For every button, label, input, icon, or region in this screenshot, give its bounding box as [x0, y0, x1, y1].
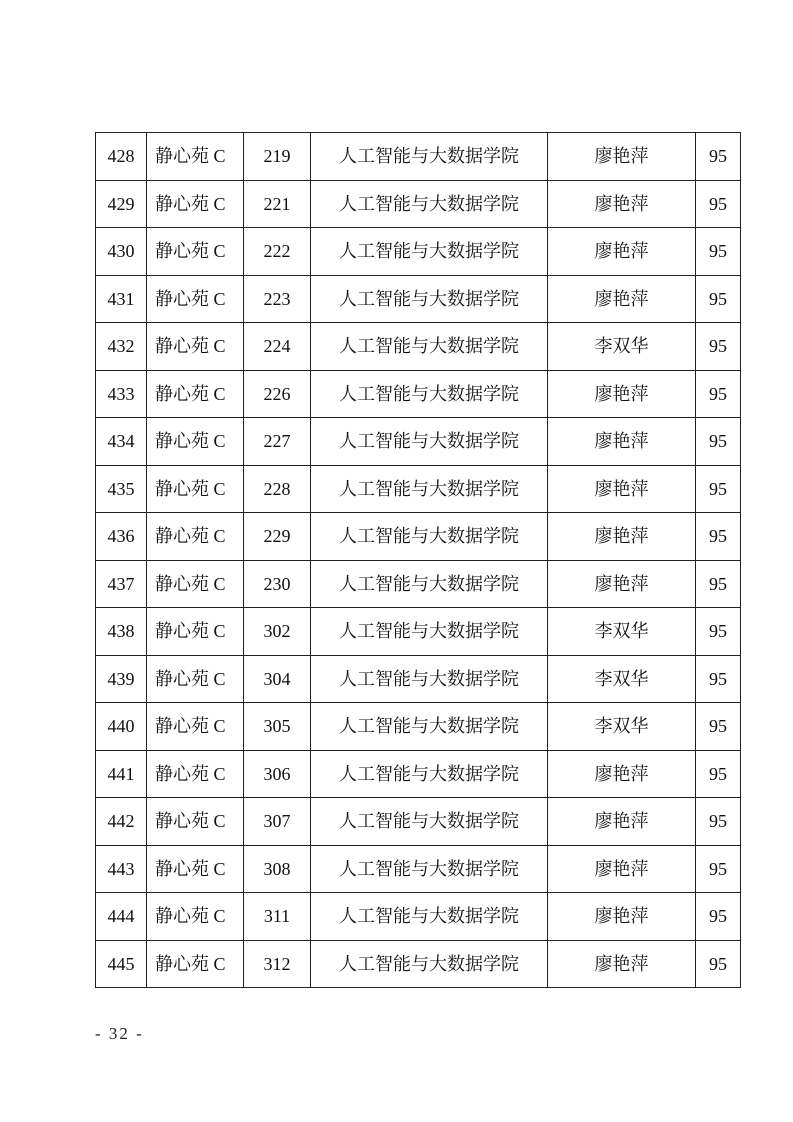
- table-row: [96, 560, 741, 608]
- table-row: [96, 940, 741, 988]
- name-cell: 廖艳萍: [548, 750, 696, 798]
- building-cell: 静心苑 C: [147, 608, 244, 656]
- row-number-cell: 430: [96, 228, 147, 276]
- room-cell: 219: [244, 133, 311, 181]
- score-cell: 95: [696, 323, 741, 371]
- building-cell: 静心苑 C: [147, 180, 244, 228]
- name-cell: 廖艳萍: [548, 228, 696, 276]
- building-cell: 静心苑 C: [147, 370, 244, 418]
- building-cell: 静心苑 C: [147, 845, 244, 893]
- building-cell: 静心苑 C: [147, 513, 244, 561]
- room-cell: 222: [244, 228, 311, 276]
- room-cell: 306: [244, 750, 311, 798]
- college-cell: 人工智能与大数据学院: [311, 703, 548, 751]
- name-cell: 廖艳萍: [548, 370, 696, 418]
- row-number-cell: 433: [96, 370, 147, 418]
- table-row: [96, 180, 741, 228]
- row-number-cell: 436: [96, 513, 147, 561]
- dormitory-score-table: [95, 132, 741, 988]
- table-row: [96, 418, 741, 466]
- row-number-cell: 435: [96, 465, 147, 513]
- table-row: [96, 228, 741, 276]
- score-cell: 95: [696, 180, 741, 228]
- room-cell: 312: [244, 940, 311, 988]
- room-cell: 304: [244, 655, 311, 703]
- college-cell: 人工智能与大数据学院: [311, 228, 548, 276]
- room-cell: 307: [244, 798, 311, 846]
- room-cell: 302: [244, 608, 311, 656]
- score-cell: 95: [696, 133, 741, 181]
- college-cell: 人工智能与大数据学院: [311, 323, 548, 371]
- table-row: [96, 655, 741, 703]
- score-cell: 95: [696, 940, 741, 988]
- score-cell: 95: [696, 465, 741, 513]
- room-cell: 221: [244, 180, 311, 228]
- row-number-cell: 442: [96, 798, 147, 846]
- room-cell: 308: [244, 845, 311, 893]
- college-cell: 人工智能与大数据学院: [311, 750, 548, 798]
- building-cell: 静心苑 C: [147, 703, 244, 751]
- score-cell: 95: [696, 893, 741, 941]
- table-row: [96, 750, 741, 798]
- score-cell: 95: [696, 370, 741, 418]
- college-cell: 人工智能与大数据学院: [311, 655, 548, 703]
- building-cell: 静心苑 C: [147, 560, 244, 608]
- score-cell: 95: [696, 798, 741, 846]
- name-cell: 李双华: [548, 703, 696, 751]
- building-cell: 静心苑 C: [147, 940, 244, 988]
- name-cell: 廖艳萍: [548, 465, 696, 513]
- name-cell: 廖艳萍: [548, 845, 696, 893]
- college-cell: 人工智能与大数据学院: [311, 133, 548, 181]
- college-cell: 人工智能与大数据学院: [311, 275, 548, 323]
- row-number-cell: 438: [96, 608, 147, 656]
- name-cell: 李双华: [548, 608, 696, 656]
- room-cell: 227: [244, 418, 311, 466]
- table-row: [96, 893, 741, 941]
- table-row: [96, 845, 741, 893]
- name-cell: 李双华: [548, 655, 696, 703]
- building-cell: 静心苑 C: [147, 418, 244, 466]
- building-cell: 静心苑 C: [147, 275, 244, 323]
- row-number-cell: 431: [96, 275, 147, 323]
- name-cell: 李双华: [548, 323, 696, 371]
- row-number-cell: 445: [96, 940, 147, 988]
- room-cell: 230: [244, 560, 311, 608]
- room-cell: 224: [244, 323, 311, 371]
- college-cell: 人工智能与大数据学院: [311, 845, 548, 893]
- room-cell: 223: [244, 275, 311, 323]
- building-cell: 静心苑 C: [147, 893, 244, 941]
- table-row: [96, 608, 741, 656]
- name-cell: 廖艳萍: [548, 798, 696, 846]
- table-row: [96, 513, 741, 561]
- row-number-cell: 441: [96, 750, 147, 798]
- building-cell: 静心苑 C: [147, 228, 244, 276]
- row-number-cell: 443: [96, 845, 147, 893]
- row-number-cell: 432: [96, 323, 147, 371]
- score-cell: 95: [696, 418, 741, 466]
- table-row: [96, 370, 741, 418]
- name-cell: 廖艳萍: [548, 513, 696, 561]
- building-cell: 静心苑 C: [147, 655, 244, 703]
- score-cell: 95: [696, 845, 741, 893]
- college-cell: 人工智能与大数据学院: [311, 893, 548, 941]
- college-cell: 人工智能与大数据学院: [311, 608, 548, 656]
- room-cell: 226: [244, 370, 311, 418]
- college-cell: 人工智能与大数据学院: [311, 418, 548, 466]
- score-cell: 95: [696, 560, 741, 608]
- name-cell: 廖艳萍: [548, 180, 696, 228]
- building-cell: 静心苑 C: [147, 465, 244, 513]
- score-cell: 95: [696, 608, 741, 656]
- table-row: [96, 323, 741, 371]
- room-cell: 229: [244, 513, 311, 561]
- row-number-cell: 428: [96, 133, 147, 181]
- name-cell: 廖艳萍: [548, 418, 696, 466]
- college-cell: 人工智能与大数据学院: [311, 940, 548, 988]
- room-cell: 305: [244, 703, 311, 751]
- score-cell: 95: [696, 513, 741, 561]
- table-body: [96, 133, 741, 988]
- name-cell: 廖艳萍: [548, 560, 696, 608]
- college-cell: 人工智能与大数据学院: [311, 370, 548, 418]
- name-cell: 廖艳萍: [548, 133, 696, 181]
- score-cell: 95: [696, 228, 741, 276]
- table-row: [96, 275, 741, 323]
- building-cell: 静心苑 C: [147, 133, 244, 181]
- row-number-cell: 440: [96, 703, 147, 751]
- row-number-cell: 434: [96, 418, 147, 466]
- table-row: [96, 798, 741, 846]
- college-cell: 人工智能与大数据学院: [311, 560, 548, 608]
- building-cell: 静心苑 C: [147, 750, 244, 798]
- name-cell: 廖艳萍: [548, 893, 696, 941]
- building-cell: 静心苑 C: [147, 323, 244, 371]
- score-cell: 95: [696, 655, 741, 703]
- room-cell: 311: [244, 893, 311, 941]
- table-row: [96, 133, 741, 181]
- page-number: - 32 -: [95, 1024, 144, 1043]
- college-cell: 人工智能与大数据学院: [311, 798, 548, 846]
- building-cell: 静心苑 C: [147, 798, 244, 846]
- score-cell: 95: [696, 750, 741, 798]
- row-number-cell: 437: [96, 560, 147, 608]
- table-row: [96, 465, 741, 513]
- name-cell: 廖艳萍: [548, 275, 696, 323]
- row-number-cell: 444: [96, 893, 147, 941]
- score-cell: 95: [696, 275, 741, 323]
- name-cell: 廖艳萍: [548, 940, 696, 988]
- row-number-cell: 439: [96, 655, 147, 703]
- college-cell: 人工智能与大数据学院: [311, 513, 548, 561]
- college-cell: 人工智能与大数据学院: [311, 465, 548, 513]
- table-row: [96, 703, 741, 751]
- college-cell: 人工智能与大数据学院: [311, 180, 548, 228]
- row-number-cell: 429: [96, 180, 147, 228]
- room-cell: 228: [244, 465, 311, 513]
- score-cell: 95: [696, 703, 741, 751]
